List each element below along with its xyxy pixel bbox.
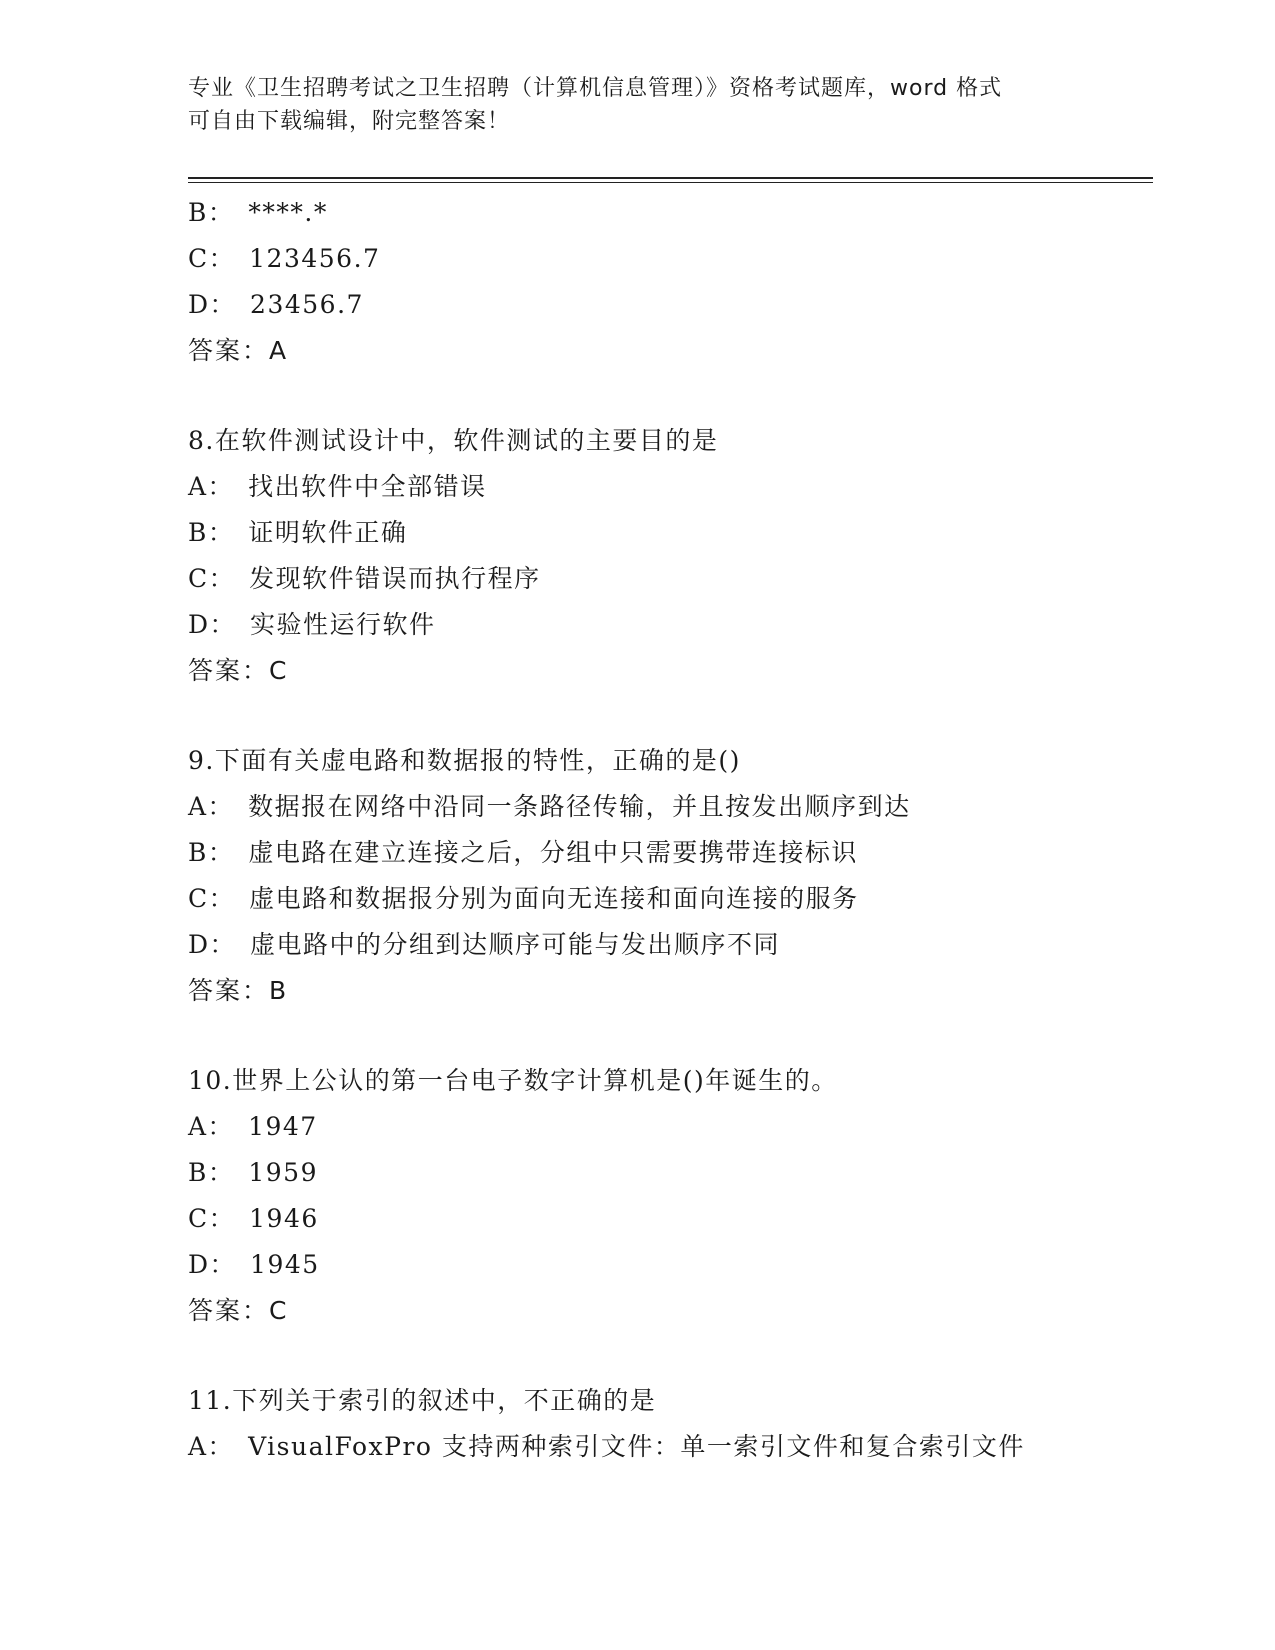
option-text: VisualFoxPro 支持两种索引文件：单一索引文件和复合索引文件: [248, 1432, 1025, 1461]
option-a: [188, 784, 1148, 830]
answer: 答案：A: [188, 336, 289, 365]
option-c: [188, 876, 1148, 922]
option-label: D：: [188, 1250, 237, 1279]
spacer: [188, 1334, 1148, 1378]
option-label: D：: [188, 610, 237, 639]
header-line-2: 可自由下载编辑，附完整答案！: [188, 109, 511, 134]
option-b: [188, 830, 1148, 876]
question-9: [188, 738, 1148, 1014]
option-label: B：: [188, 198, 235, 227]
document-header: [188, 72, 1088, 138]
option-label: C：: [188, 1204, 236, 1233]
option-label: D：: [188, 290, 237, 319]
option-text: ****.*: [248, 198, 328, 227]
question-list: [188, 190, 1148, 1470]
option-b: [188, 190, 1148, 236]
option-text: 虚电路中的分组到达顺序可能与发出顺序不同: [250, 930, 781, 959]
option-d: [188, 602, 1148, 648]
option-text: 证明软件正确: [248, 518, 408, 547]
option-d: [188, 922, 1148, 968]
option-label: B：: [188, 518, 235, 547]
option-label: A：: [188, 1432, 235, 1461]
option-c: [188, 1196, 1148, 1242]
option-label: A：: [188, 1112, 235, 1141]
option-text: 123456.7: [249, 244, 381, 273]
option-text: 1947: [248, 1112, 318, 1141]
answer: 答案：B: [188, 976, 289, 1005]
option-b: [188, 1150, 1148, 1196]
option-label: C：: [188, 564, 236, 593]
option-label: B：: [188, 1158, 235, 1187]
option-text: 23456.7: [250, 290, 364, 319]
option-text: 1946: [249, 1204, 319, 1233]
spacer: [188, 694, 1148, 738]
option-text: 实验性运行软件: [250, 610, 436, 639]
option-b: [188, 510, 1148, 556]
option-text: 发现软件错误而执行程序: [249, 564, 541, 593]
spacer: [188, 1014, 1148, 1058]
option-label: D：: [188, 930, 237, 959]
answer: 答案：C: [188, 656, 289, 685]
spacer: [188, 374, 1148, 418]
option-a: [188, 464, 1148, 510]
question-7: [188, 190, 1148, 374]
question-text: 8.在软件测试设计中，软件测试的主要目的是: [188, 426, 719, 455]
option-a: [188, 1424, 1148, 1470]
option-text: 数据报在网络中沿同一条路径传输，并且按发出顺序到达: [248, 792, 911, 821]
option-label: B：: [188, 838, 235, 867]
option-text: 找出软件中全部错误: [248, 472, 487, 501]
option-label: A：: [188, 792, 235, 821]
option-label: C：: [188, 244, 236, 273]
option-a: [188, 1104, 1148, 1150]
option-c: [188, 556, 1148, 602]
option-text: 1959: [248, 1158, 318, 1187]
header-line-1: 专业《卫生招聘考试之卫生招聘（计算机信息管理）》资格考试题库，word 格式: [188, 76, 1003, 101]
question-text: 10.世界上公认的第一台电子数字计算机是()年诞生的。: [188, 1066, 838, 1095]
option-text: 虚电路和数据报分别为面向无连接和面向连接的服务: [249, 884, 859, 913]
question-11: [188, 1378, 1148, 1470]
question-8: [188, 418, 1148, 694]
option-text: 1945: [250, 1250, 320, 1279]
option-d: [188, 282, 1148, 328]
question-text: 11.下列关于索引的叙述中，不正确的是: [188, 1386, 657, 1415]
option-c: [188, 236, 1148, 282]
answer: 答案：C: [188, 1296, 289, 1325]
option-text: 虚电路在建立连接之后，分组中只需要携带连接标识: [248, 838, 858, 867]
option-label: C：: [188, 884, 236, 913]
question-text: 9.下面有关虚电路和数据报的特性，正确的是(): [188, 746, 741, 775]
header-divider: [188, 177, 1153, 183]
option-d: [188, 1242, 1148, 1288]
option-label: A：: [188, 472, 235, 501]
question-10: [188, 1058, 1148, 1334]
